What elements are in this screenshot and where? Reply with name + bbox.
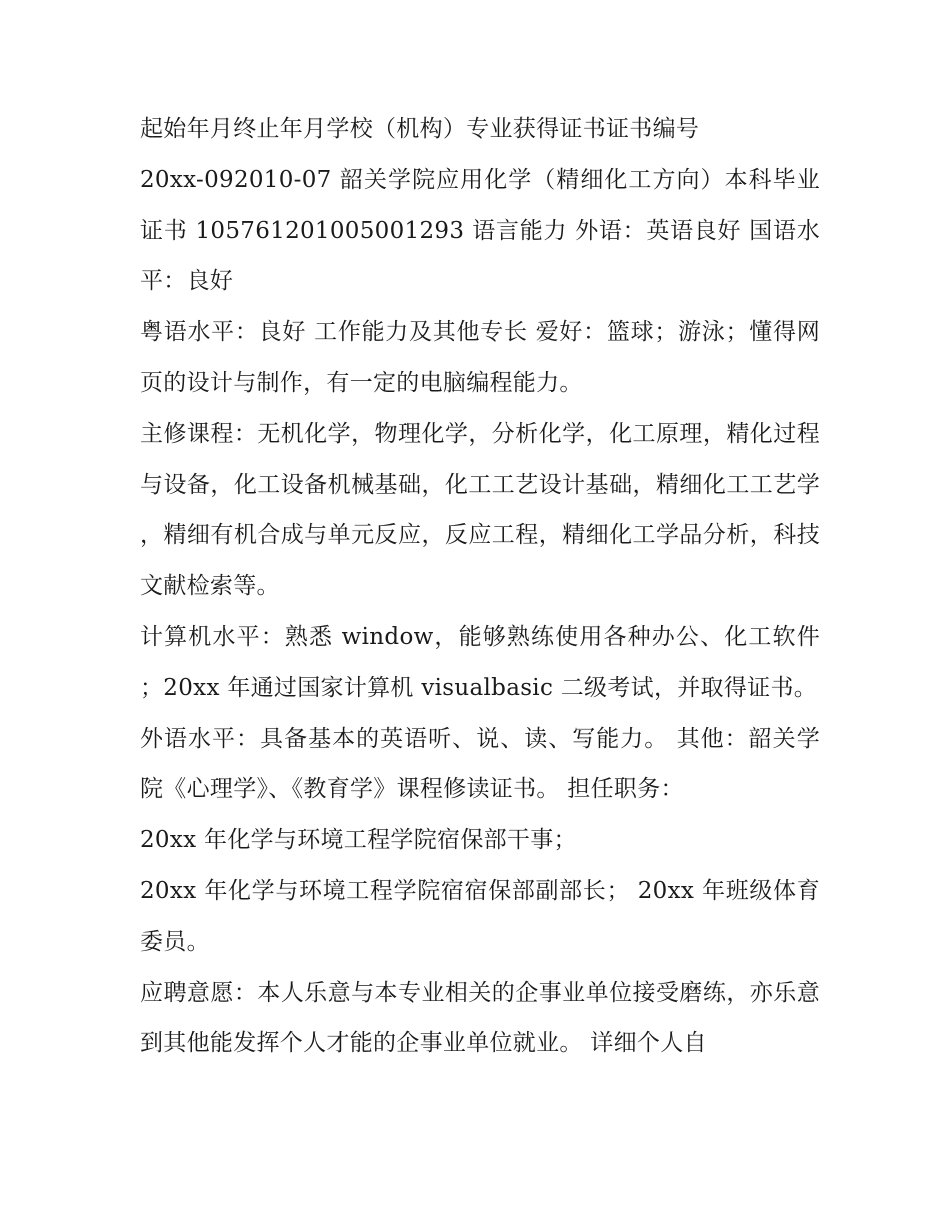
paragraph-courses: 主修课程：无机化学，物理化学，分析化学，化工原理，精化过程与设备，化工设备机械基础，化工工艺设计基础，精细化工工艺学，精细有机合成与单元反应，反应工程，精细化工学品分析，科技文献检索等。 — [140, 420, 820, 600]
paragraph-education-header: 起始年月终止年月学校（机构）专业获得证书证书编号 — [140, 116, 700, 142]
paragraph-position-1: 20xx 年化学与环境工程学院宿保部干事； — [140, 827, 577, 854]
paragraph-education-record: 20xx-092010-07 韶关学院应用化学（精细化工方向）本科毕业证书 105761201005001293 语言能力 外语：英语良好 国语水平：良好 — [140, 166, 820, 295]
paragraph-position-2: 20xx 年化学与环境工程学院宿宿保部副部长； 20xx 年班级体育委员。 — [140, 877, 820, 955]
paragraph-computer-level: 计算机水平：熟悉 window，能够熟练使用各种办公、化工软件；20xx 年通过国家计算机 visualbasic 二级考试，并取得证书。 — [140, 623, 820, 701]
paragraph-skills: 粤语水平：良好 工作能力及其他专长 爱好：篮球；游泳；懂得网页的设计与制作，有一定的电脑编程能力。 — [140, 319, 820, 396]
paragraph-language-level: 外语水平：具备基本的英语听、说、读、写能力。 其他：韶关学院《心理学》、《教育学》课程修读证书。 担任职务： — [140, 725, 820, 803]
document-body — [140, 104, 820, 1069]
paragraph-job-intention: 应聘意愿：本人乐意与本专业相关的企事业单位接受磨练，亦乐意到其他能发挥个人才能的企事业单位就业。 详细个人自 — [140, 979, 820, 1057]
